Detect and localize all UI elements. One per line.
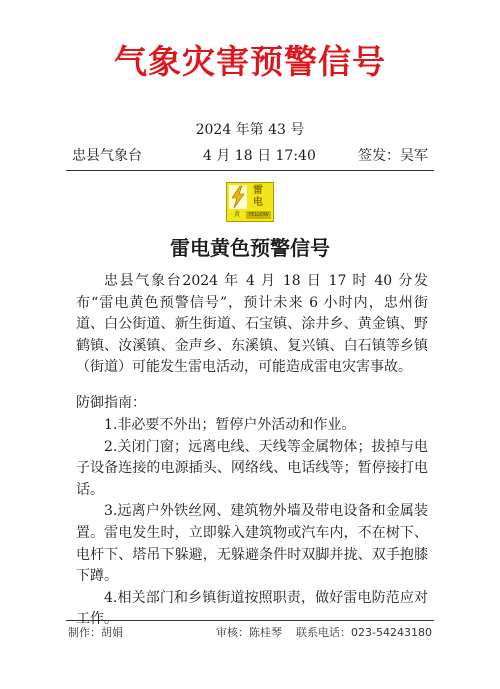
guide-item: 1.非必要不外出；暂停户外活动和作业。 (104, 417, 356, 433)
guide-item: 3.远离户外铁丝网、建筑物外墙及带电设备和金属装置。雷电发生时，立即躲入建筑物或汽车内，不在树下、电杆下、塔吊下躲避，无躲避条件时双脚并拢、双手抱膝下蹲。 (76, 503, 428, 585)
signal-title: 雷电黄色预警信号 (170, 236, 330, 260)
guide-heading: 防御指南： (76, 395, 146, 411)
footer-reviewer: 审核：陈桂琴 (216, 626, 282, 639)
footer (68, 624, 432, 640)
badge-label-cn: 黄 (233, 211, 240, 218)
badge-char-bottom: 电 (253, 197, 263, 208)
thunder-yellow-badge (226, 182, 274, 222)
meta-row (72, 145, 428, 165)
badge-label-en: YELLOW (246, 211, 271, 219)
footer-phone: 联系电话：023-54243180 (296, 626, 432, 639)
guide-item: 2.关闭门窗；远离电线、天线等金属物体；拔掉与电子设备连接的电源插头、网络线、电话线等；暂停接打电话。 (76, 438, 428, 498)
header-divider (66, 170, 434, 171)
issue-number: 2024 年第 43 号 (195, 122, 305, 138)
warning-paragraph: 忠县气象台2024 年 4 月 18 日 17 时 40 分发布“雷电黄色预警信号”，预计未来 6 小时内，忠州街道、白公街道、新生街道、石宝镇、涂井乡、黄金镇、野鹤镇、汝溪镇、金声乡、东溪镇、复兴镇、白石镇等乡镇（街道）可能发生雷电活动，可能造成雷电灾害事故。 (76, 273, 428, 376)
document-title: 气象灾害预警信号 (114, 42, 386, 81)
badge-char-top: 雷 (253, 185, 263, 196)
signer: 签发：吴军 (358, 148, 428, 164)
lightning-icon (229, 185, 247, 209)
issuing-organization: 忠县气象台 (72, 148, 142, 164)
issue-time: 4 月 18 日 17:40 (203, 148, 316, 164)
guide-item: 4.相关部门和乡镇街道按照职责，做好雷电防范应对工作。 (76, 589, 428, 628)
footer-maker: 制作：胡娟 (68, 626, 123, 639)
footer-divider (66, 620, 434, 621)
guide-list (76, 415, 428, 631)
